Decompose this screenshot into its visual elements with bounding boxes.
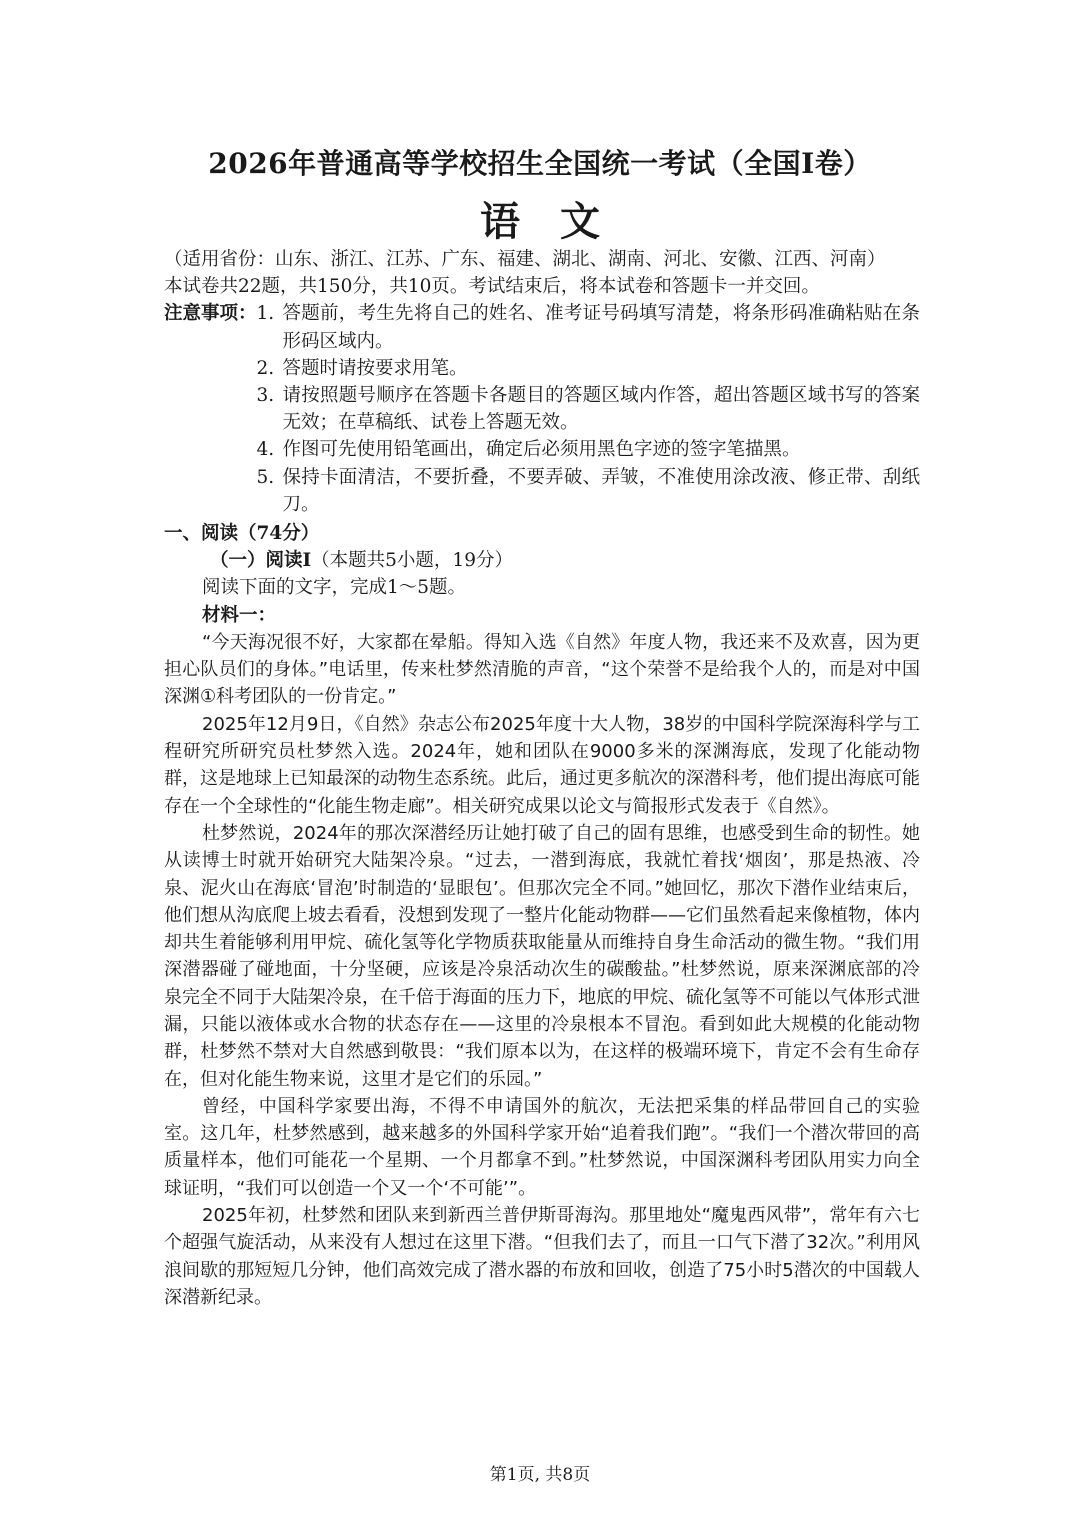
subsection-heading (164, 547, 920, 574)
notice-num: 3. (256, 385, 275, 407)
notice-item (257, 382, 920, 436)
section-heading: 一、阅读（74分） (164, 523, 320, 545)
provinces-line: （适用省份：山东、浙江、江苏、广东、福建、湖北、湖南、河北、安徽、江西、河南） (164, 249, 886, 270)
passage-paragraph: 2025年12月9日，《自然》杂志公布2025年度十大人物，38岁的中国科学院深海科学与工程研究所研究员杜梦然入选。2024年，她和团队在9000多米的深渊海底，发现了化能动物群，这是地球上已知最深的动物生态系统。此后，通过更多航次的深潜科考，他们提出海底可能存在一个全球性的“化能生物走廊”。相关研究成果以论文与简报形式发表于《自然》。 (164, 713, 920, 817)
notice-num: 2. (256, 357, 275, 379)
exam-body (164, 246, 920, 1311)
passage-paragraph: 2025年初，杜梦然和团队来到新西兰普伊斯哥海沟。那里地处“魔鬼西风带”，常年有六七个超强气旋活动，从来没有人想过在这里下潜。“但我们去了，而且一口气下潜了32次。”利用风浪间歇的那短短几分钟，他们高效完成了潜水器的布放和回收，创造了75小时5潜次的中国载人深潜新纪录。 (164, 1205, 920, 1308)
notice-num: 1. (256, 303, 275, 325)
notice-text: 保持卡面清洁，不要折叠，不要弄破、弄皱，不准使用涂改液、修正带、刮纸刀。 (282, 466, 920, 515)
subject-title: 语文 (480, 198, 640, 245)
notice-block (164, 300, 920, 518)
exam-title: 2026年普通高等学校招生全国统一考试（全国Ⅰ卷） (208, 147, 872, 180)
summary-line: 本试卷共22题，共150分，共10页。考试结束后，将本试卷和答题卡一并交回。 (164, 276, 820, 298)
notice-item (257, 300, 920, 354)
notice-num: 4. (256, 439, 275, 461)
material-heading: 材料一： (202, 604, 277, 626)
subsection-detail: （本题共5小题，19分） (311, 550, 513, 572)
passage-paragraph: 杜梦然说，2024年的那次深潜经历让她打破了自己的固有思维，也感受到生命的韧性。她从读博士时就开始研究大陆架冷泉。“过去，一潜到海底，我就忙着找‘烟囱’，那是热液、冷泉、泥火山在海底‘冒泡’时制造的‘显眼包’。但那次完全不同。”她回忆，那次下潜作业结束后，他们想从沟底爬上坡去看看，没想到发现了一整片化能动物群——它们虽然看起来像植物，体内却共生着能够利用甲烷、硫化氢等化学物质获取能量从而维持自身生命活动的微生物。“我们用深潜器碰了碰地面，十分坚硬，应该是冷泉活动次生的碳酸盐。”杜梦然说，原来深渊底部的冷泉完全不同于大陆架冷泉，在千倍于海面的压力下，地底的甲烷、硫化氢等不可能以气体形式泄漏，只能以液体或水合物的状态存在——这里的冷泉根本不冒泡。看到如此大规模的化能动物群，杜梦然不禁对大自然感到敬畏：“我们原本以为，在这样的极端环境下，肯定不会有生命存在，但对化能生物来说，这里才是它们的乐园。” (164, 822, 920, 1090)
subsection-title: （一）阅读Ⅰ (210, 550, 312, 572)
notice-label: 注意事项： (164, 303, 257, 325)
notice-item (257, 464, 920, 518)
notice-text: 请按照题号顺序在答题卡各题目的答题区域内作答，超出答题区域书写的答案无效；在草稿纸、试卷上答题无效。 (282, 385, 920, 434)
passage-paragraph: “今天海况很不好，大家都在晕船。得知入选《自然》年度人物，我还来不及欢喜，因为更担心队员们的身体。”电话里，传来杜梦然清脆的声音，“这个荣誉不是给我个人的，而是对中国深渊①科考团队的一份肯定。” (164, 631, 920, 708)
notice-text: 作图可先使用铅笔画出，确定后必须用黑色字迹的签字笔描黑。 (282, 439, 801, 461)
notice-item (257, 436, 920, 463)
passage-paragraph: 曾经，中国科学家要出海，不得不申请国外的航次，无法把采集的样品带回自己的实验室。这几年，杜梦然感到，越来越多的外国科学家开始“追着我们跑”。“我们一个潜次带回的高质量样本，他们可能花一个星期、一个月都拿不到。”杜梦然说，中国深渊科考团队用实力向全球证明，“我们可以创造一个又一个‘不可能’”。 (164, 1095, 920, 1199)
page-number: 第1页, 共8页 (489, 1465, 591, 1485)
notice-list (257, 300, 920, 518)
notice-item (257, 355, 920, 382)
notice-text: 答题时请按要求用笔。 (282, 357, 468, 379)
instruction-line: 阅读下面的文字，完成1～5题。 (202, 577, 467, 599)
notice-num: 5. (256, 466, 275, 488)
reading-passage (164, 629, 920, 1311)
notice-text: 答题前，考生先将自己的姓名、准考证号码填写清楚，将条形码准确粘贴在条形码区域内。 (282, 303, 920, 352)
